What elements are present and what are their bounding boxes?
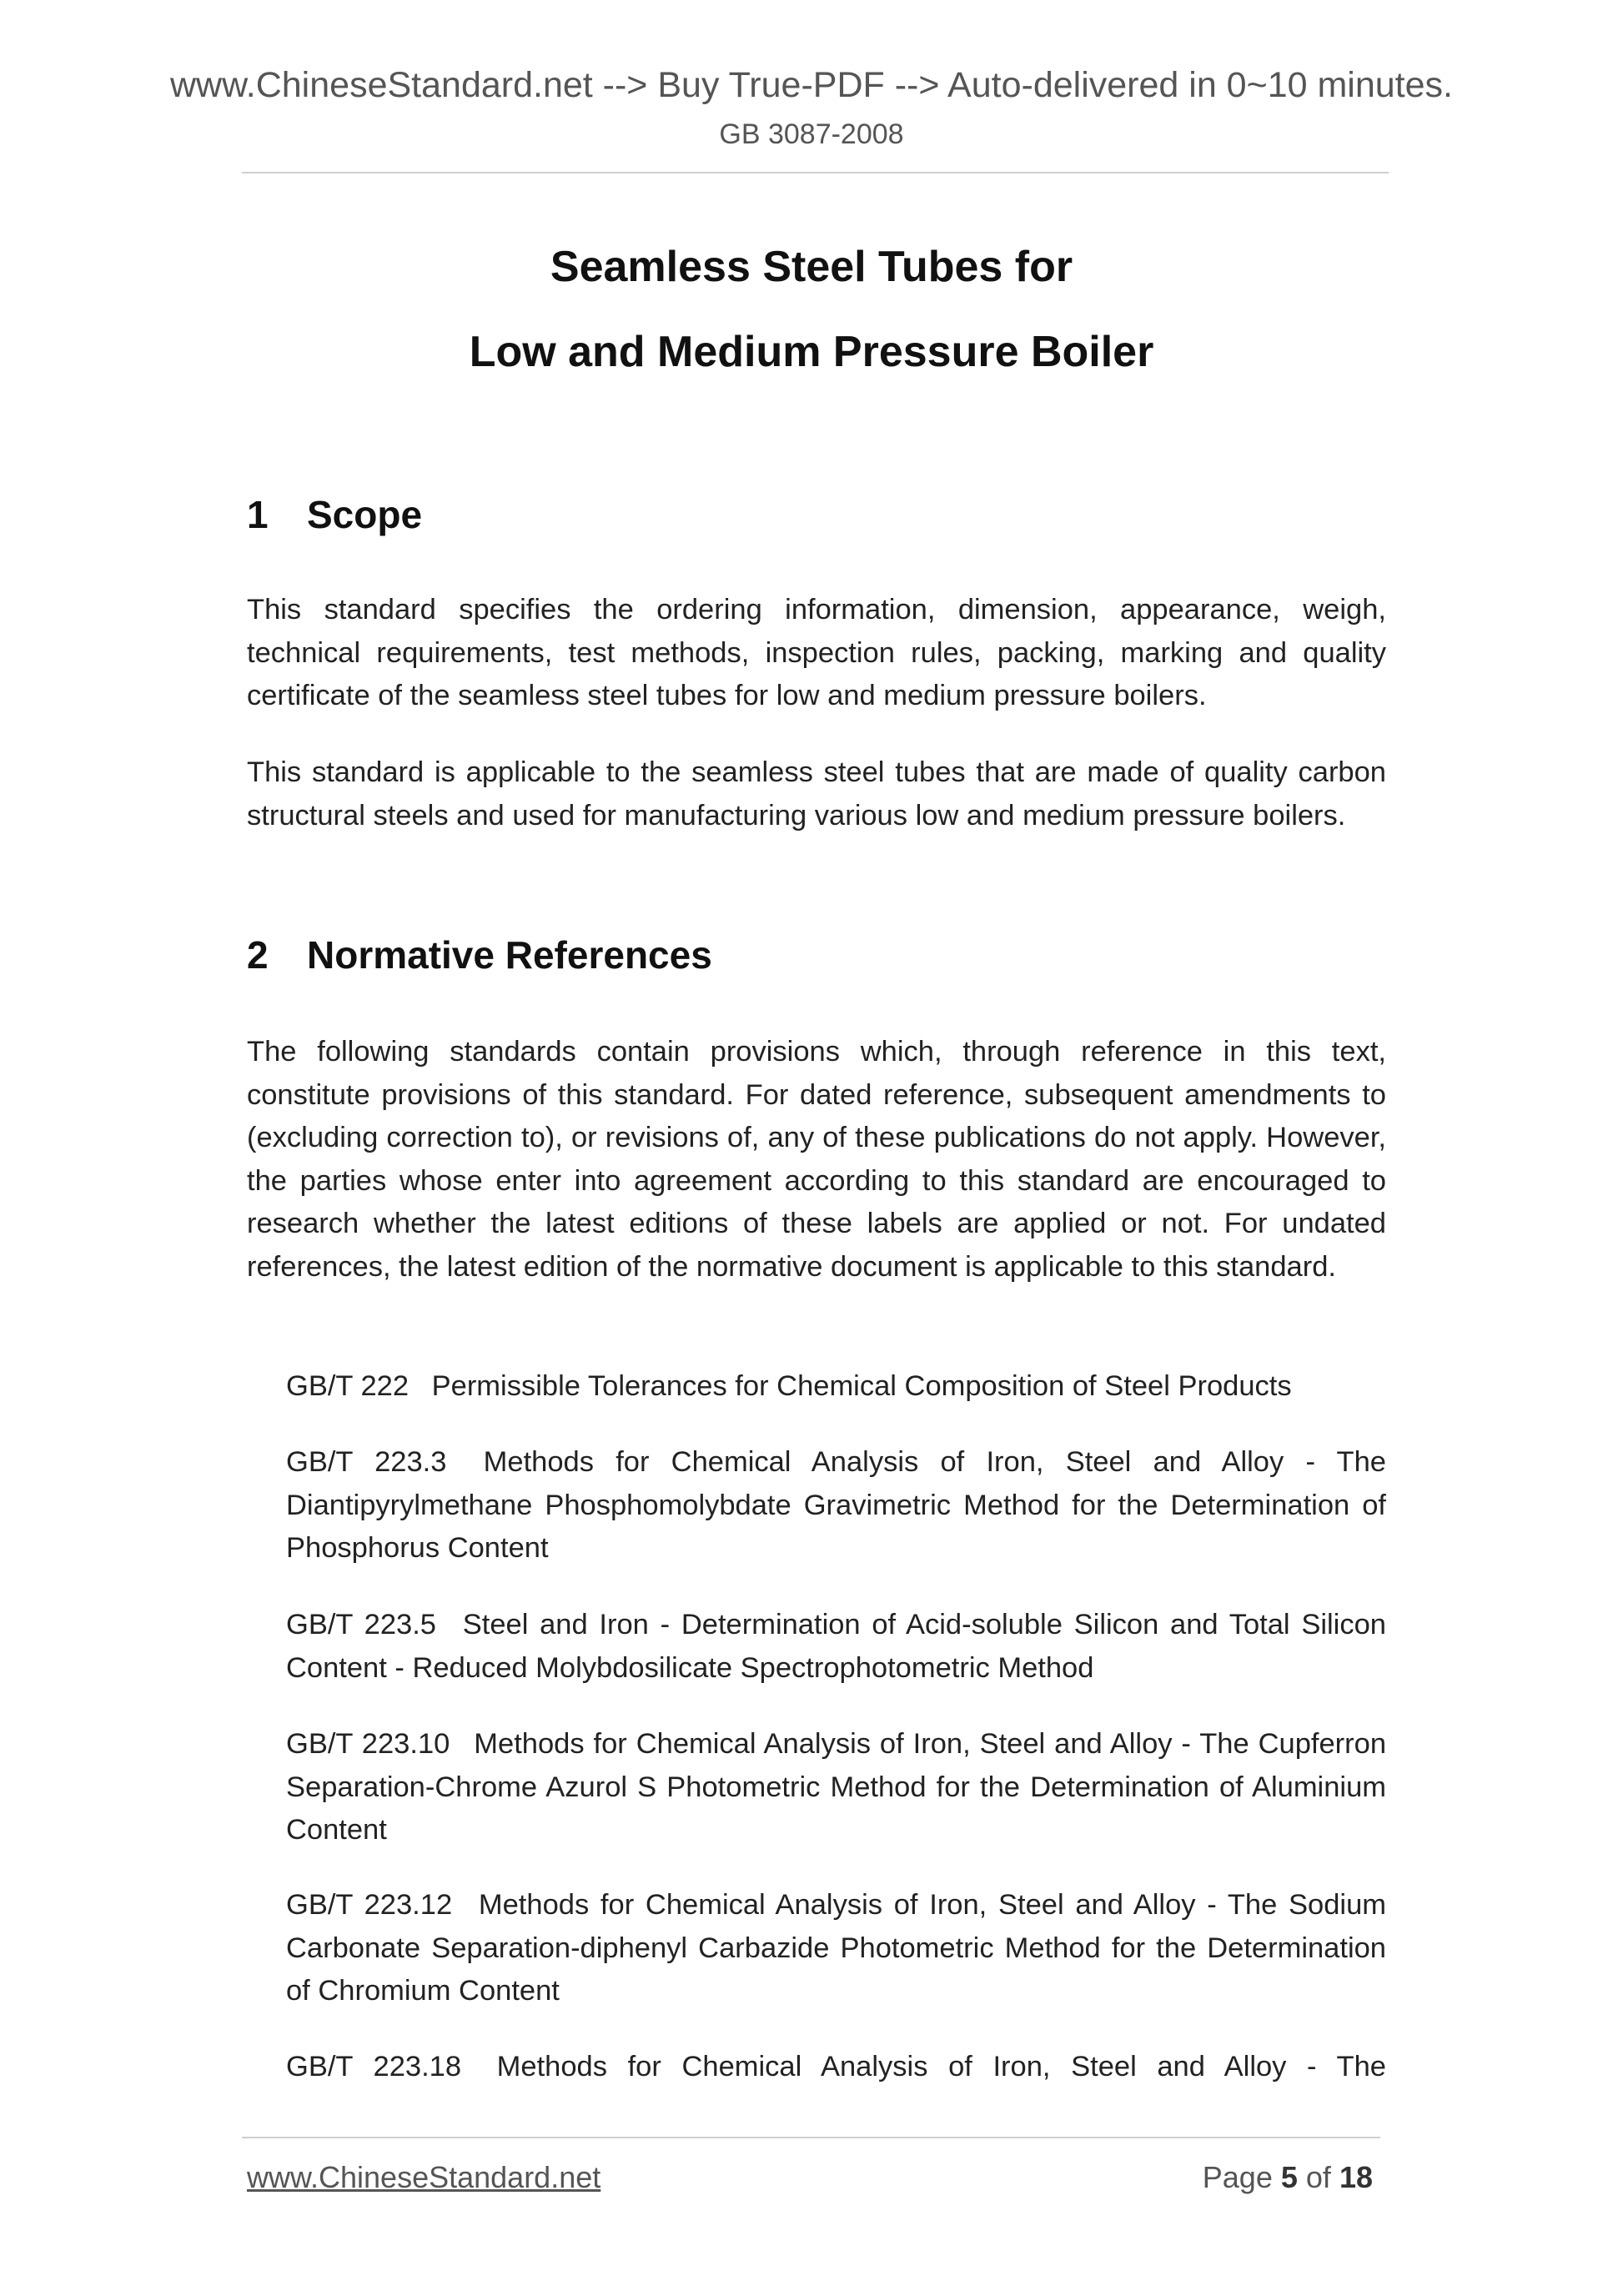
reference-item: [286, 1604, 1386, 1690]
page-total: 18: [1339, 2160, 1373, 2194]
scope-paragraph-1: This standard specifies the ordering information, dimension, appearance, weigh, technical requirements, test methods, inspection rules, packing, marking and quality certificate of the seamless steel tubes for low and medium pressure boilers.: [247, 594, 1386, 711]
reference-title: Steel and Iron - Determination of Acid-soluble Silicon and Total Silicon Content - Reduced Molybdosilicate Spectrophotometric Method: [286, 1609, 1386, 1684]
section-title: Scope: [307, 493, 423, 536]
reference-item: [286, 1441, 1386, 1570]
page-current: 5: [1280, 2160, 1298, 2194]
reference-code: GB/T 223.10: [286, 1728, 450, 1760]
section-heading-scope: [247, 492, 422, 537]
page-of-label: of: [1305, 2160, 1331, 2194]
reference-code: GB/T 222: [286, 1370, 410, 1402]
reference-item: [286, 1723, 1386, 1852]
document-title-line-1: Seamless Steel Tubes for: [550, 243, 1073, 291]
footer-divider: [242, 2137, 1380, 2138]
reference-code: GB/T 223.18: [286, 2051, 462, 2082]
section-title: Normative References: [307, 933, 712, 977]
reference-title: Methods for Chemical Analysis of Iron, Steel and Alloy - The Cupferron Separation-Chrome Azurol S Photometric Method for the Determination of Aluminium Content: [286, 1728, 1387, 1846]
reference-item: [286, 1884, 1386, 2013]
reference-item: [286, 1365, 1386, 1409]
references-intro-paragraph: The following standards contain provisions which, through reference in this text, constitute provisions of this standard. For dated reference, subsequent amendments to (excluding correction to), or revisions of, any of these publications do not apply. However, the parties whose enter into agreement according to this standard are encouraged to research whether the latest editions of these labels are applied or not. For undated references, the latest edition of the normative document is applicable to this standard.: [247, 1036, 1386, 1283]
page-label: Page: [1202, 2160, 1273, 2194]
reference-title: Methods for Chemical Analysis of Iron, Steel and Alloy - The Sodium Carbonate Separation-diphenyl Carbazide Photometric Method for the Determination of Chromium Content: [286, 1889, 1386, 2007]
section-number: 2: [247, 933, 269, 977]
document-title-line-2: Low and Medium Pressure Boiler: [469, 328, 1154, 376]
header-divider: [242, 172, 1389, 173]
standard-code: GB 3087-2008: [719, 118, 904, 150]
reference-item: [286, 2046, 1386, 2089]
site-banner: www.ChineseStandard.net --> Buy True-PDF --> Auto-delivered in 0~10 minutes.: [169, 65, 1453, 105]
reference-title: Methods for Chemical Analysis of Iron, Steel and Alloy - The: [496, 2051, 1386, 2082]
footer-site-link[interactable]: www.ChineseStandard.net: [247, 2160, 601, 2194]
reference-code: GB/T 223.5: [286, 1609, 436, 1640]
reference-code: GB/T 223.12: [286, 1889, 453, 1921]
section-number: 1: [247, 493, 269, 536]
reference-title: Permissible Tolerances for Chemical Composition of Steel Products: [431, 1370, 1292, 1402]
scope-paragraph-2: This standard is applicable to the seamless steel tubes that are made of quality carbon structural steels and used for manufacturing various low and medium pressure boilers.: [247, 756, 1386, 831]
section-heading-normative-references: [247, 932, 712, 977]
page-indicator: [1203, 2160, 1373, 2195]
reference-title: Methods for Chemical Analysis of Iron, Steel and Alloy - The Diantipyrylmethane Phosphomolybdate Gravimetric Method for the Determination of Phosphorus Content: [286, 1446, 1386, 1564]
reference-code: GB/T 223.3: [286, 1446, 447, 1478]
